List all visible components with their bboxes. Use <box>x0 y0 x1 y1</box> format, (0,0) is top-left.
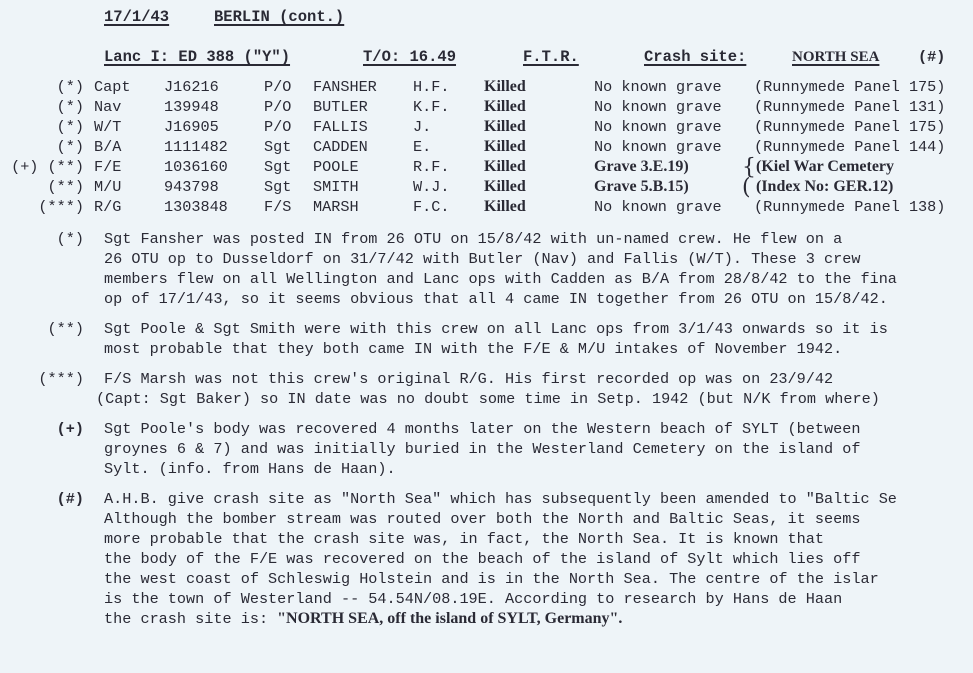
crew-init: F.C. <box>413 198 450 216</box>
crew-name: BUTLER <box>313 98 368 116</box>
crash-site-mark: (#) <box>918 48 946 66</box>
note-mark: (**) <box>47 320 84 338</box>
note-line: most probable that they both came IN with the F/E & M/U intakes of November 1942. <box>104 340 843 358</box>
note-mark: (***) <box>38 370 84 388</box>
note-line: Sgt Fansher was posted IN from 26 OTU on 15/8/42 with un-named crew. He flew on a <box>104 230 843 248</box>
note-line: the body of the F/E was recovered on the beach of the island of Sylt which lies off <box>104 550 861 568</box>
crew-name: MARSH <box>313 198 359 216</box>
crew-name: SMITH <box>313 178 359 196</box>
crew-memorial: (Runnymede Panel 175) <box>754 118 946 136</box>
crew-note-mark: (*) <box>56 138 84 156</box>
crew-number: J16905 <box>164 118 219 136</box>
crew-note-mark: (*) <box>56 78 84 96</box>
note-mark: (*) <box>56 230 84 248</box>
note-final-line <box>104 609 622 629</box>
crew-name: POOLE <box>313 158 359 176</box>
brace-bottom: ( <box>742 175 751 200</box>
crew-row <box>0 175 973 200</box>
crew-role: R/G <box>94 198 122 216</box>
crew-grave: No known grave <box>594 118 722 136</box>
note-line: Sgt Poole's body was recovered 4 months later on the Western beach of SYLT (between <box>104 420 861 438</box>
crew-init: K.F. <box>413 98 450 116</box>
note-line: Sgt Poole & Sgt Smith were with this crew on all Lanc ops from 3/1/43 onwards so it is <box>104 320 888 338</box>
crew-init: H.F. <box>413 78 450 96</box>
crew-rank: Sgt <box>264 158 292 176</box>
crew-fate: Killed <box>484 118 526 135</box>
crew-memorial: (Runnymede Panel 131) <box>754 98 946 116</box>
crew-role: M/U <box>94 178 122 196</box>
crew-rank: Sgt <box>264 138 292 156</box>
crew-number: 1111482 <box>164 138 228 156</box>
crew-memorial: (Index No: GER.12) <box>756 178 894 195</box>
crew-note-mark: (+) (**) <box>11 158 84 176</box>
crew-note-mark: (***) <box>38 198 84 216</box>
crew-number: 1303848 <box>164 198 228 216</box>
crew-grave: No known grave <box>594 78 722 96</box>
crew-number: 139948 <box>164 98 219 116</box>
crew-fate: Killed <box>484 98 526 115</box>
crew-rank: P/O <box>264 78 292 96</box>
note-line: Sylt. (info. from Hans de Haan). <box>104 460 396 478</box>
crew-memorial: (Runnymede Panel 175) <box>754 78 946 96</box>
note-mark: (+) <box>56 420 84 438</box>
crew-role: Nav <box>94 98 122 116</box>
crew-grave: No known grave <box>594 98 722 116</box>
crew-row <box>0 197 973 217</box>
note-mark: (#) <box>56 490 84 508</box>
crew-fate: Killed <box>484 158 526 175</box>
crew-number: 1036160 <box>164 158 228 176</box>
crew-init: E. <box>413 138 432 156</box>
crew-row <box>0 137 973 157</box>
note-line: (Capt: Sgt Baker) so IN date was no doubt some time in Setp. 1942 (but N/K from where) <box>96 390 880 408</box>
crew-init: W.J. <box>413 178 450 196</box>
note-line: the west coast of Schleswig Holstein and is in the North Sea. The centre of the islar <box>104 570 879 588</box>
crash-site-value: NORTH SEA <box>792 49 880 65</box>
crew-grave: Grave 5.B.15) <box>594 178 689 195</box>
date-title: 17/1/43 <box>104 8 170 26</box>
crew-fate: Killed <box>484 138 526 155</box>
crew-memorial: (Kiel War Cemetery <box>756 158 895 175</box>
note-line: op of 17/1/43, so it seems obvious that all 4 came IN together from 26 OTU on 15/8/42. <box>104 290 888 308</box>
crew-init: R.F. <box>413 158 450 176</box>
crew-fate: Killed <box>484 178 526 195</box>
crew-memorial: (Runnymede Panel 144) <box>754 138 946 156</box>
crew-grave: No known grave <box>594 198 722 216</box>
status-ftr: F.T.R. <box>523 48 579 66</box>
note-line: A.H.B. give crash site as "North Sea" which has subsequently been amended to "Baltic Se <box>104 490 897 508</box>
crew-row <box>0 117 973 137</box>
crew-fate: Killed <box>484 78 526 95</box>
note-line: 26 OTU op to Dusseldorf on 31/7/42 with Butler (Nav) and Fallis (W/T). These 3 crew <box>104 250 861 268</box>
crew-note-mark: (*) <box>56 98 84 116</box>
crew-memorial: (Runnymede Panel 138) <box>754 198 946 216</box>
note-line: is the town of Westerland -- 54.54N/08.19E. According to research by Hans de Haan <box>104 590 843 608</box>
crew-name: CADDEN <box>313 138 368 156</box>
crew-rank: F/S <box>264 198 292 216</box>
crew-rank: Sgt <box>264 178 292 196</box>
note-final-prefix: the crash site is: <box>104 610 278 628</box>
crew-rank: P/O <box>264 98 292 116</box>
crew-role: B/A <box>94 138 122 156</box>
note-line: Although the bomber stream was routed over both the North and Baltic Seas, it seems <box>104 510 861 528</box>
note-line: groynes 6 & 7) and was initially buried in the Westerland Cemetery on the island of <box>104 440 861 458</box>
crew-role: W/T <box>94 118 122 136</box>
crew-name: FALLIS <box>313 118 368 136</box>
aircraft-serial: Lanc I: ED 388 ("Y") <box>104 48 291 66</box>
crew-row <box>0 77 973 97</box>
crew-role: F/E <box>94 158 122 176</box>
crew-note-mark: (**) <box>47 178 84 196</box>
brace-top: { <box>742 155 756 180</box>
note-line: more probable that the crash site was, in fact, the North Sea. It is known that <box>104 530 825 548</box>
note-line: F/S Marsh was not this crew's original R/G. His first recorded op was on 23/9/42 <box>104 370 834 388</box>
crash-site-label: Crash site: <box>644 48 747 66</box>
crew-grave: No known grave <box>594 138 722 156</box>
note-line: members flew on all Wellington and Lanc ops with Cadden as B/A from 28/8/42 to the fina <box>104 270 897 288</box>
crew-init: J. <box>413 118 432 136</box>
crew-row <box>0 155 973 180</box>
crew-rank: P/O <box>264 118 292 136</box>
crew-number: J16216 <box>164 78 219 96</box>
crew-fate: Killed <box>484 198 526 215</box>
crew-number: 943798 <box>164 178 219 196</box>
note-final-bold: "NORTH SEA, off the island of SYLT, Germany". <box>277 610 623 627</box>
crew-row <box>0 97 973 117</box>
crew-name: FANSHER <box>313 78 377 96</box>
takeoff-time: T/O: 16.49 <box>363 48 457 66</box>
crew-grave: Grave 3.E.19) <box>594 158 689 175</box>
crew-role: Capt <box>94 78 131 96</box>
crew-note-mark: (*) <box>56 118 84 136</box>
place-title: BERLIN (cont.) <box>214 8 345 26</box>
